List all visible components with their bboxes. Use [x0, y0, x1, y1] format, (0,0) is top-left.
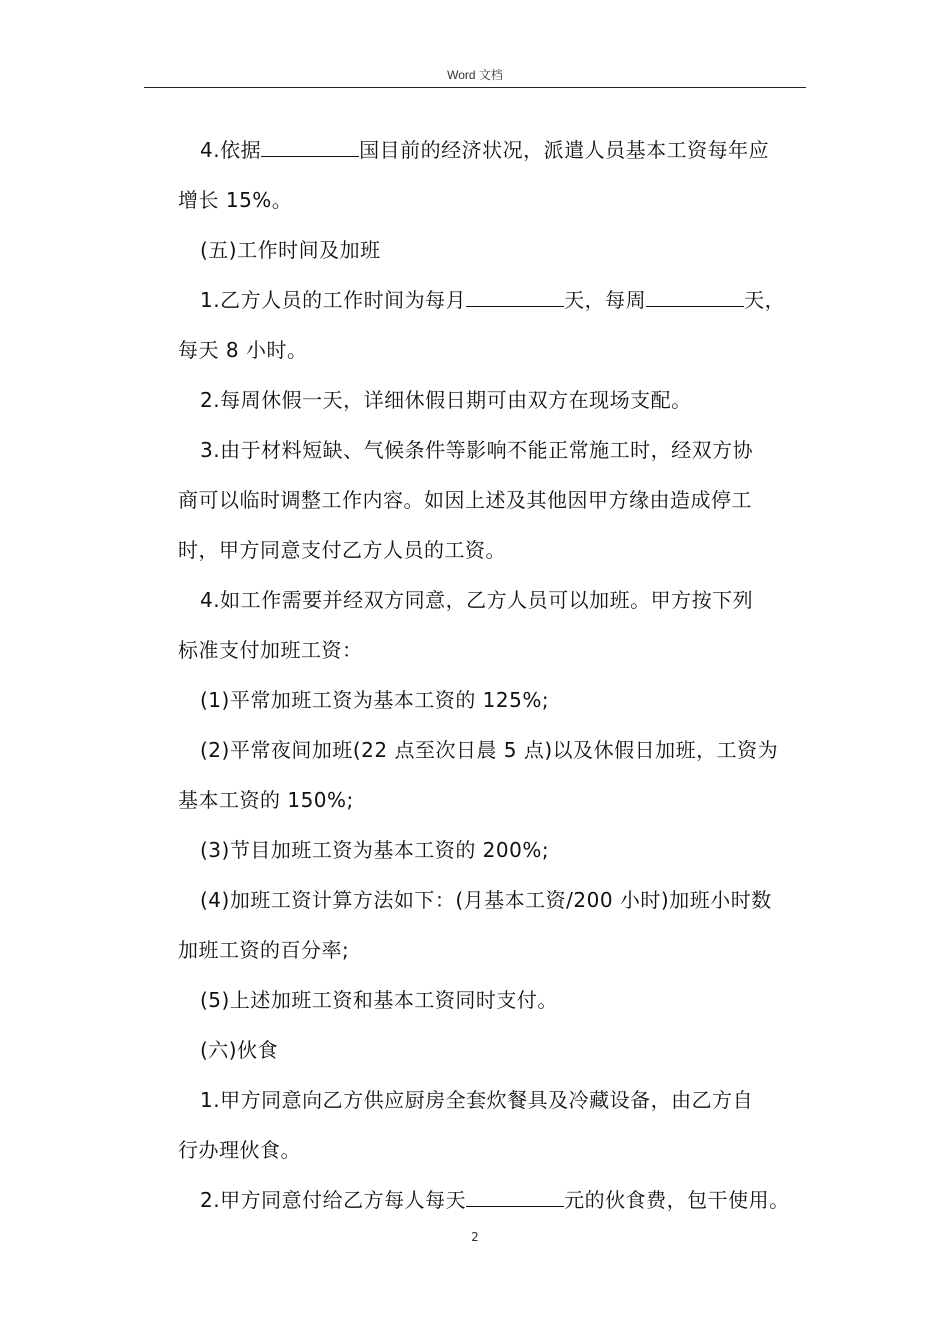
text-segment: 每天 8 小时。 — [178, 338, 308, 362]
text-segment: (4)加班工资计算方法如下：(月基本工资/200 小时)加班小时数 — [200, 888, 772, 912]
text-segment: 商可以临时调整工作内容。如因上述及其他因甲方缘由造成停工 — [178, 488, 752, 512]
text-line — [178, 1175, 808, 1225]
text-line — [178, 425, 808, 475]
text-segment: 4.依据 — [200, 138, 262, 162]
text-segment: 行办理伙食。 — [178, 1138, 301, 1162]
text-segment: (5)上述加班工资和基本工资同时支付。 — [200, 988, 558, 1012]
text-line — [178, 775, 808, 825]
text-line — [178, 225, 808, 275]
text-segment: (六)伙食 — [200, 1038, 279, 1062]
text-segment: (五)工作时间及加班 — [200, 238, 381, 262]
text-segment: 元的伙食费，包干使用。 — [564, 1188, 790, 1212]
fill-in-blank — [261, 136, 359, 157]
text-segment: 天， — [744, 288, 786, 312]
text-segment: 1.甲方同意向乙方供应厨房全套炊餐具及冷藏设备，由乙方自 — [200, 1088, 754, 1112]
text-line — [178, 825, 808, 875]
text-segment: 基本工资的 150%; — [178, 788, 354, 812]
text-line — [178, 575, 808, 625]
text-segment: 加班工资的百分率; — [178, 938, 350, 962]
text-segment: 国目前的经济状况，派遣人员基本工资每年应 — [359, 138, 770, 162]
text-line — [178, 275, 808, 325]
page-number: 2 — [471, 1230, 479, 1244]
text-line — [178, 1075, 808, 1125]
text-line — [178, 475, 808, 525]
text-line — [178, 525, 808, 575]
text-line — [178, 625, 808, 675]
text-segment: 3.由于材料短缺、气候条件等影响不能正常施工时，经双方协 — [200, 438, 754, 462]
text-segment: 2.每周休假一天，详细休假日期可由双方在现场支配。 — [200, 388, 692, 412]
text-segment: 2.甲方同意付给乙方每人每天 — [200, 1188, 467, 1212]
text-line — [178, 175, 808, 225]
text-segment: 4.如工作需要并经双方同意，乙方人员可以加班。甲方按下列 — [200, 588, 754, 612]
header-divider — [144, 87, 806, 88]
page-header: Word 文档 — [447, 68, 503, 82]
text-segment: (1)平常加班工资为基本工资的 125%; — [200, 688, 550, 712]
text-line — [178, 975, 808, 1025]
text-line — [178, 1025, 808, 1075]
text-line — [178, 725, 808, 775]
text-line — [178, 375, 808, 425]
text-line — [178, 1125, 808, 1175]
text-line — [178, 125, 808, 175]
text-line — [178, 875, 808, 925]
text-segment: 1.乙方人员的工作时间为每月 — [200, 288, 467, 312]
text-segment: (2)平常夜间加班(22 点至次日晨 5 点)以及休假日加班，工资为 — [200, 738, 779, 762]
fill-in-blank — [646, 286, 744, 307]
text-segment: 时，甲方同意支付乙方人员的工资。 — [178, 538, 506, 562]
text-segment: 增长 15%。 — [178, 188, 293, 212]
fill-in-blank — [466, 286, 564, 307]
text-line — [178, 325, 808, 375]
text-segment: 天，每周 — [564, 288, 647, 312]
document-body — [178, 125, 808, 1225]
text-line — [178, 925, 808, 975]
text-line — [178, 675, 808, 725]
text-segment: 标准支付加班工资： — [178, 638, 363, 662]
text-segment: (3)节目加班工资为基本工资的 200%; — [200, 838, 550, 862]
fill-in-blank — [466, 1186, 564, 1207]
